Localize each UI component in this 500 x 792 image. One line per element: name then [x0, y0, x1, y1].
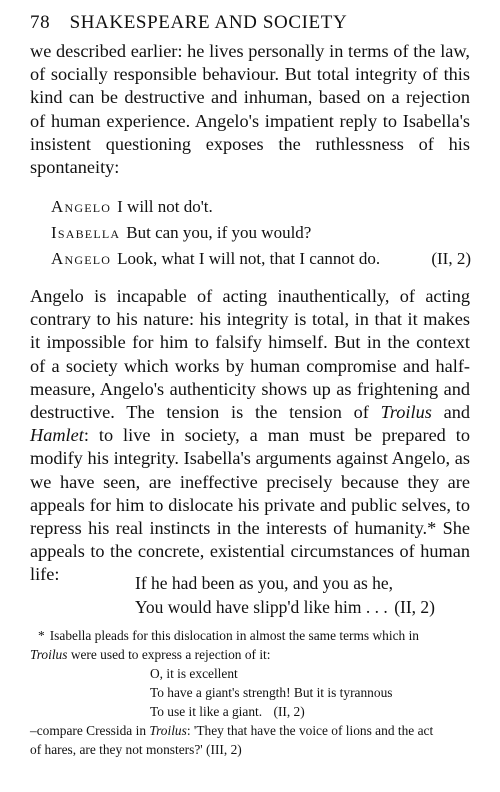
footnote-quote-line: To have a giant's strength! But it is tyrannous: [150, 685, 393, 700]
footnote-line: [30, 721, 433, 740]
dialogue-line: [51, 223, 311, 243]
footnote-quote-line: [150, 702, 305, 721]
play-title: Troilus: [30, 647, 68, 662]
footnote-text: Isabella pleads for this dislocation in almost the same terms which in: [49, 628, 419, 643]
speaker-name: Angelo: [51, 197, 112, 216]
act-scene-reference: (II, 2): [394, 597, 435, 617]
dialogue-text: Look, what I will not, that I cannot do.: [117, 249, 381, 268]
footnote-text: : 'They that have the voice of lions and the act: [186, 723, 434, 738]
speaker-name: Angelo: [51, 249, 112, 268]
dialogue-text: I will not do't.: [117, 197, 213, 216]
footnote-text: –compare Cressida in: [30, 723, 150, 738]
play-title: Hamlet: [30, 425, 84, 446]
footnote-text: were used to express a rejection of it:: [67, 647, 271, 662]
running-title: SHAKESPEARE AND SOCIETY: [69, 12, 348, 33]
body-paragraph-2: [30, 285, 470, 587]
footnote-line: [30, 645, 271, 664]
verse-line: If he had been as you, and you as he,: [135, 573, 394, 593]
act-scene-reference: (II, 2): [431, 249, 471, 268]
dialogue-line: [51, 197, 213, 217]
footnote-marker: *: [38, 628, 45, 643]
dialogue-line: [51, 249, 380, 269]
verse-line: You would have slipp'd like him . . .: [135, 597, 388, 617]
footnote-quote-line: O, it is excellent: [150, 666, 238, 681]
speaker-name: Isabella: [51, 223, 121, 242]
play-title: Troilus: [380, 402, 432, 423]
paragraph-text: : to live in society, a man must be prepared to modify his integrity. Isabella's arguments against Angelo, as we have seen, are ineffective precisely because they are appeals for him to dislocate his private and public selves, to repress his real instincts in the interests of humanity.* She appeals to the concrete, existential circumstances of human life:: [30, 425, 470, 585]
footnote-line: [38, 626, 419, 645]
body-paragraph-1: we described earlier: he lives personally in terms of the law, of socially responsible behaviour. But total integrity of this kind can be destructive and inhuman, based on a rejection of human experience. Angelo's impatient reply to Isabella's insistent questioning exposes the ruthlessness of his spontaneity:: [30, 41, 470, 178]
page-number: 78: [30, 12, 51, 33]
act-scene-reference: (II, 2): [273, 704, 305, 719]
paragraph-text: and: [431, 402, 470, 423]
footnote-line: of hares, are they not monsters?' (III, 2): [30, 742, 242, 757]
paragraph-text: Angelo is incapable of acting inauthentically, of acting contrary to his nature: his integrity is total, in that it makes it impossible for him to falsify himself. But in the context of a society which works by human compromise and half-measure, Angelo's authenticity shows up as frightening and destructive. The tension is the tension of: [30, 286, 470, 423]
running-header: [30, 12, 460, 34]
play-title: Troilus: [149, 723, 187, 738]
footnote-text: To use it like a giant.: [150, 704, 263, 719]
dialogue-text: But can you, if you would?: [126, 223, 312, 242]
